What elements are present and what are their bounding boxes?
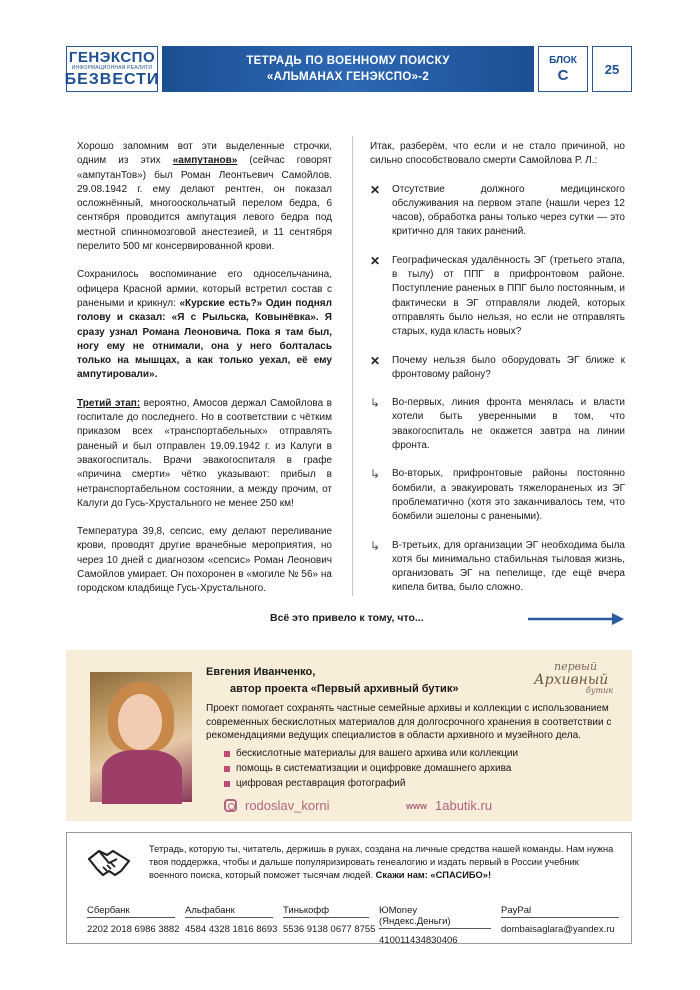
- square-bullet-icon: [224, 766, 230, 772]
- list-item: [370, 254, 625, 340]
- bullet-text: помощь в систематизации и оцифровке домашнего архива: [236, 763, 512, 774]
- header-banner: [162, 46, 534, 92]
- page-header: [66, 46, 632, 92]
- bank-name: Сбербанк: [87, 905, 175, 918]
- instagram-link[interactable]: [224, 798, 330, 813]
- bank-number: 5536 9138 0677 8755: [283, 924, 376, 935]
- www-icon: www: [406, 800, 428, 811]
- bank-number: dombaisaglara@yandex.ru: [501, 924, 615, 935]
- paragraph-1: [77, 140, 332, 254]
- lead-text: Всё это привело к тому, что...: [270, 612, 424, 624]
- logo-middle-text: ИНФОРМАЦИОННАЯ РЕАЛИТИ: [71, 65, 153, 71]
- bank-item: [283, 905, 376, 946]
- left-column: [77, 140, 332, 611]
- bank-item: [87, 905, 180, 946]
- instagram-handle: rodoslav_korni: [245, 798, 330, 813]
- bank-name: Альфабанк: [185, 905, 273, 918]
- bank-number: 4584 4328 1816 8693: [185, 924, 278, 935]
- header-title-line2: «АЛЬМАНАХ ГЕНЭКСПО»-2: [266, 71, 430, 83]
- right-arrow-icon: [528, 612, 624, 626]
- p3-label: Третий этап:: [77, 397, 141, 409]
- bank-item: [185, 905, 278, 946]
- promo-box: [66, 650, 632, 821]
- turn-arrow-icon: ↳: [370, 467, 381, 482]
- turn-arrow-icon: ↳: [370, 396, 381, 411]
- website-url: 1abutik.ru: [435, 798, 493, 813]
- list-item: [370, 354, 625, 383]
- paragraph-3: [77, 397, 332, 511]
- logo-top-text: ГЕНЭКСПО: [68, 49, 156, 66]
- list-item: [370, 467, 625, 524]
- bank-name: Тинькофф: [283, 905, 369, 918]
- paragraph-4: Температура 39,8, сепсис, ему делают переливание крови, проводят другие врачебные мероприятия, но через 10 дней с диагнозом «сепсис» Роман Леонович Самойлов умирает. Он похоронен в «могиле № 56» на городском кладбище Гусь-Хрустального.: [77, 526, 332, 595]
- p3-text: вероятно, Амосов держал Самойлова в госпитале до последнего. Но в соответствии с чётким приказом всех «транспортабельных» отправлять раненый и был отправлен 19.09.1942 г. из Калуги в эвакогоспиталь. Врачи эвакогоспиталя в графе «причина смерти» чётко указывают: прибыл в нетранспортабельном состоянии, а между прочим, от Калуги до Гусь-Хрустального не менее 250 км!: [77, 397, 332, 509]
- cross-icon: ✕: [370, 353, 381, 368]
- boutique-logo-line1: первый: [554, 660, 598, 673]
- promo-bullets: [224, 746, 518, 791]
- square-bullet-icon: [224, 751, 230, 757]
- handshake-icon: [87, 845, 131, 881]
- list-item: [370, 396, 625, 453]
- bullet-text: цифровая реставрация фотографий: [236, 778, 406, 789]
- p2-quote: «Курские есть?» Один поднял голову и сказал: «Я с Рыльска, Ковынёвка». Я сразу узнал Романа Леоновича. Пока я там был, ногу ему не отнимали, она у него болталась только на мышцах, а как только уехал, её ему ампутировали».: [77, 297, 332, 381]
- boutique-logo-line3: бутик: [586, 686, 614, 695]
- logo-bottom-text: БЕЗВЕСТИ: [64, 71, 160, 88]
- list-item: [224, 776, 518, 791]
- support-text: [149, 843, 617, 883]
- header-title-line1: ТЕТРАДЬ ПО ВОЕННОМУ ПОИСКУ: [246, 55, 450, 67]
- boutique-logo-line2: Архивный: [534, 672, 609, 688]
- list-item-text: Почему нельзя было оборудовать ЭГ ближе к фронтовому району?: [392, 354, 625, 380]
- website-link[interactable]: [406, 798, 492, 813]
- p1-text-b: (сейчас говорят «ампутанТов») был Роман Леонтьевич Самойлов. 29.08.1942 г. ему делают рентген, он показал осложнённый, многооскольчатый перелом бедра, 6 сентября проводится ампутация левого бедра под местной спинномозговой анестезией, и 11 сентября перелито 500 мг консервированной крови.: [77, 155, 332, 253]
- instagram-icon: [224, 799, 237, 812]
- support-text-main: Тетрадь, которую ты, читатель, держишь в руках, создана на личные средства нашей команды. Нам нужна твоя поддержка, чтобы и дальше популяризировать генеалогию и издать первый в России учебник военного поиска, который поможет тысячам людей.: [149, 844, 614, 881]
- bank-item: [501, 905, 619, 946]
- square-bullet-icon: [224, 781, 230, 787]
- column-divider: [352, 136, 353, 596]
- bank-name: PayPal: [501, 905, 619, 918]
- block-label: БЛОК: [549, 55, 577, 66]
- list-item-text: Отсутствие должного медицинского обслуживания на первом этапе (нашли через 12 часов), обработка раны только через сутки — это критично для таких ранений.: [392, 183, 625, 238]
- author-role: автор проекта «Первый архивный бутик»: [230, 683, 459, 695]
- p1-bold-term: «ампутанов»: [172, 155, 238, 167]
- block-indicator: [538, 46, 588, 92]
- list-item-text: Географическая удалённость ЭГ (третьего этапа, в тылу) от ППГ в прифронтовом районе. Поступление раненых в ППГ было постоянным, и фактически в ЭГ отправляли людей, которых отправлять было нельзя, но если не отправлять старых, куда класть новых?: [392, 254, 625, 338]
- page-number: 25: [592, 46, 632, 92]
- p2-text-a: Сохранилось воспоминание его односельчанина, офицера Красной армии, который встретил состав с ранеными и крикнул:: [77, 269, 332, 309]
- support-text-bold: Скажи нам: «СПАСИБО»!: [375, 870, 492, 881]
- right-column: [370, 140, 625, 610]
- list-item-text: Во-первых, линия фронта менялась и власти хотели быть уверенными в том, что эвакогоспиталь не окажется завтра на линии фронта.: [392, 397, 625, 452]
- bank-item: [379, 905, 491, 946]
- boutique-logo: [530, 658, 622, 698]
- bank-name: ЮMoney (Яндекс.Деньги): [379, 905, 491, 929]
- cross-icon: ✕: [370, 253, 381, 268]
- support-box: [66, 832, 632, 944]
- p1-text-a: Хорошо запомним вот эти выделенные строчки, одним из этих: [77, 141, 332, 167]
- author-name: Евгения Иванченко,: [206, 666, 316, 678]
- list-item: [224, 761, 518, 776]
- bank-number: 410011434830406: [379, 935, 458, 946]
- bullet-text: бескислотные материалы для вашего архива или коллекции: [236, 748, 519, 759]
- list-item: [224, 746, 518, 761]
- turn-arrow-icon: ↳: [370, 538, 381, 553]
- genexpo-logo: [66, 46, 158, 92]
- author-photo: [90, 672, 192, 802]
- bank-list: [87, 905, 629, 946]
- cross-icon: ✕: [370, 182, 381, 197]
- promo-description: Проект помогает сохранять частные семейные архивы и коллекции с использованием современных бескислотных материалов для долгосрочного хранения в соответствии с рекомендациями ведущих специалистов в области архивного и музейного дела.: [206, 703, 612, 741]
- list-item-text: Во-вторых, прифронтовые районы постоянно бомбили, а эвакуировать тяжелораненых из ЭГ проблематично (хотя это заканчивалось тем, что бомбили эшелоны с ранеными).: [392, 468, 625, 523]
- list-item-text: В-третьих, для организации ЭГ необходима была хотя бы минимально стабильная тыловая жизнь, организовать ЭГ на пепелище, где ещё вчера кипела битва, было сложно.: [392, 539, 625, 594]
- bank-number: 2202 2018 6986 3882: [87, 924, 180, 935]
- list-item: [370, 183, 625, 240]
- right-intro: Итак, разберём, что если и не стало причиной, но сильно способствовало смерти Самойлова Р. Л.:: [370, 141, 625, 167]
- list-item: [370, 539, 625, 596]
- paragraph-2: [77, 268, 332, 382]
- block-value: С: [557, 67, 569, 84]
